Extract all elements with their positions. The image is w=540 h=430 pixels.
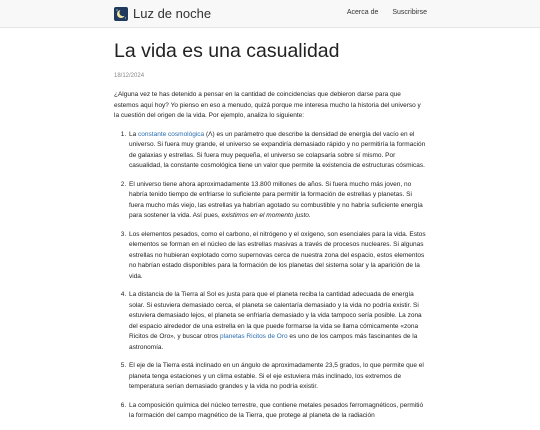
nav-about-link[interactable]: Acerca de	[346, 9, 379, 16]
list-item: 1. La constante cosmológica (Λ) es un parámetro que describe la densidad de energía del vacío en el universo. Si fuera muy grande, el universo se expandiría demasiado rápido y no permitiría la formación de galaxias y estrellas. Si fuera muy pequeña, el universo se colapsaría sobre sí mismo. Por casualidad, la constante cosmológica tiene un valor que permite la existencia de estructuras cósmicas.	[128, 130, 427, 172]
navbar	[0, 0, 540, 28]
list-item: 5. El eje de la Tierra está inclinado en un ángulo de aproximadamente 23,5 grados, lo que permite que el planeta tenga estaciones y un clima estable. Si el eje estuviera más inclinado, los extremos de temperatura serían demasiado grandes y la vida no podría existir.	[128, 361, 427, 393]
list-item: 6. La composición química del núcleo terrestre, que contiene metales pesados ferromagnéticos, permitió la formación del campo magnético de la Tierra, que protege al planeta de la radiación	[128, 401, 427, 422]
moon-logo-icon	[114, 7, 128, 21]
post-container	[114, 27, 427, 430]
goldilocks-planets-link[interactable]: planetas Ricitos de Oro	[220, 333, 288, 340]
coincidence-list	[114, 130, 427, 422]
site-brand-link[interactable]	[114, 5, 211, 22]
nav-links	[347, 9, 427, 16]
list-item: 3. Los elementos pesados, como el carbono, el nitrógeno y el oxígeno, son esenciales para la vida. Estos elementos se forman en el núcleo de las estrellas masivas a través de procesos nucleares. Si algunas estrellas no hubieran explotado como supernovas cerca de nuestra zona del espacio, estos elementos no habrían estado disponibles para la formación de los planetas del sistema solar y la aparición de la vida.	[128, 230, 427, 283]
post-intro: ¿Alguna vez te has detenido a pensar en la cantidad de coincidencias que debieron darse para que estemos aquí hoy? Yo pienso en eso a menudo, quizá porque me interesa mucho la historia del universo y la cuestión del origen de la vida. Por ejemplo, analiza lo siguiente:	[114, 91, 421, 119]
post-date: 18/12/2024	[114, 73, 145, 79]
cosmological-constant-link[interactable]: constante cosmológica	[138, 130, 205, 138]
list-item: 2. El universo tiene ahora aproximadamente 13.800 millones de años. Si fuera mucho más joven, no habría tenido tiempo de enfriarse lo suficiente para permitir la formación de estrellas y planetas. Si fuera mucho más viejo, las estrellas ya habrían agotado su combustible y no habría suficiente energía para sostener la vida. Así pues, existimos en el momento justo.	[128, 180, 427, 222]
site-title: Luz de noche	[133, 6, 212, 21]
list-item: 4. La distancia de la Tierra al Sol es justa para que el planeta reciba la cantidad adecuada de energía solar. Si estuviera demasiado cerca, el planeta se calentaría demasiado y la vida no podría existir. Si estuviera demasiado lejos, el planeta se enfriaría demasiado y la vida tampoco sería posible. La zona del espacio alrededor de una estrella en la que puede formarse la vida se llama cómicamente «zona Ricitos de Oro», y buscar otros planetas Ricitos de Oro es uno de los campos más fascinantes de la astronomía.	[128, 290, 427, 353]
post-title: La vida es una casualidad	[114, 40, 340, 62]
nav-subscribe-link[interactable]: Suscribirse	[392, 9, 427, 16]
